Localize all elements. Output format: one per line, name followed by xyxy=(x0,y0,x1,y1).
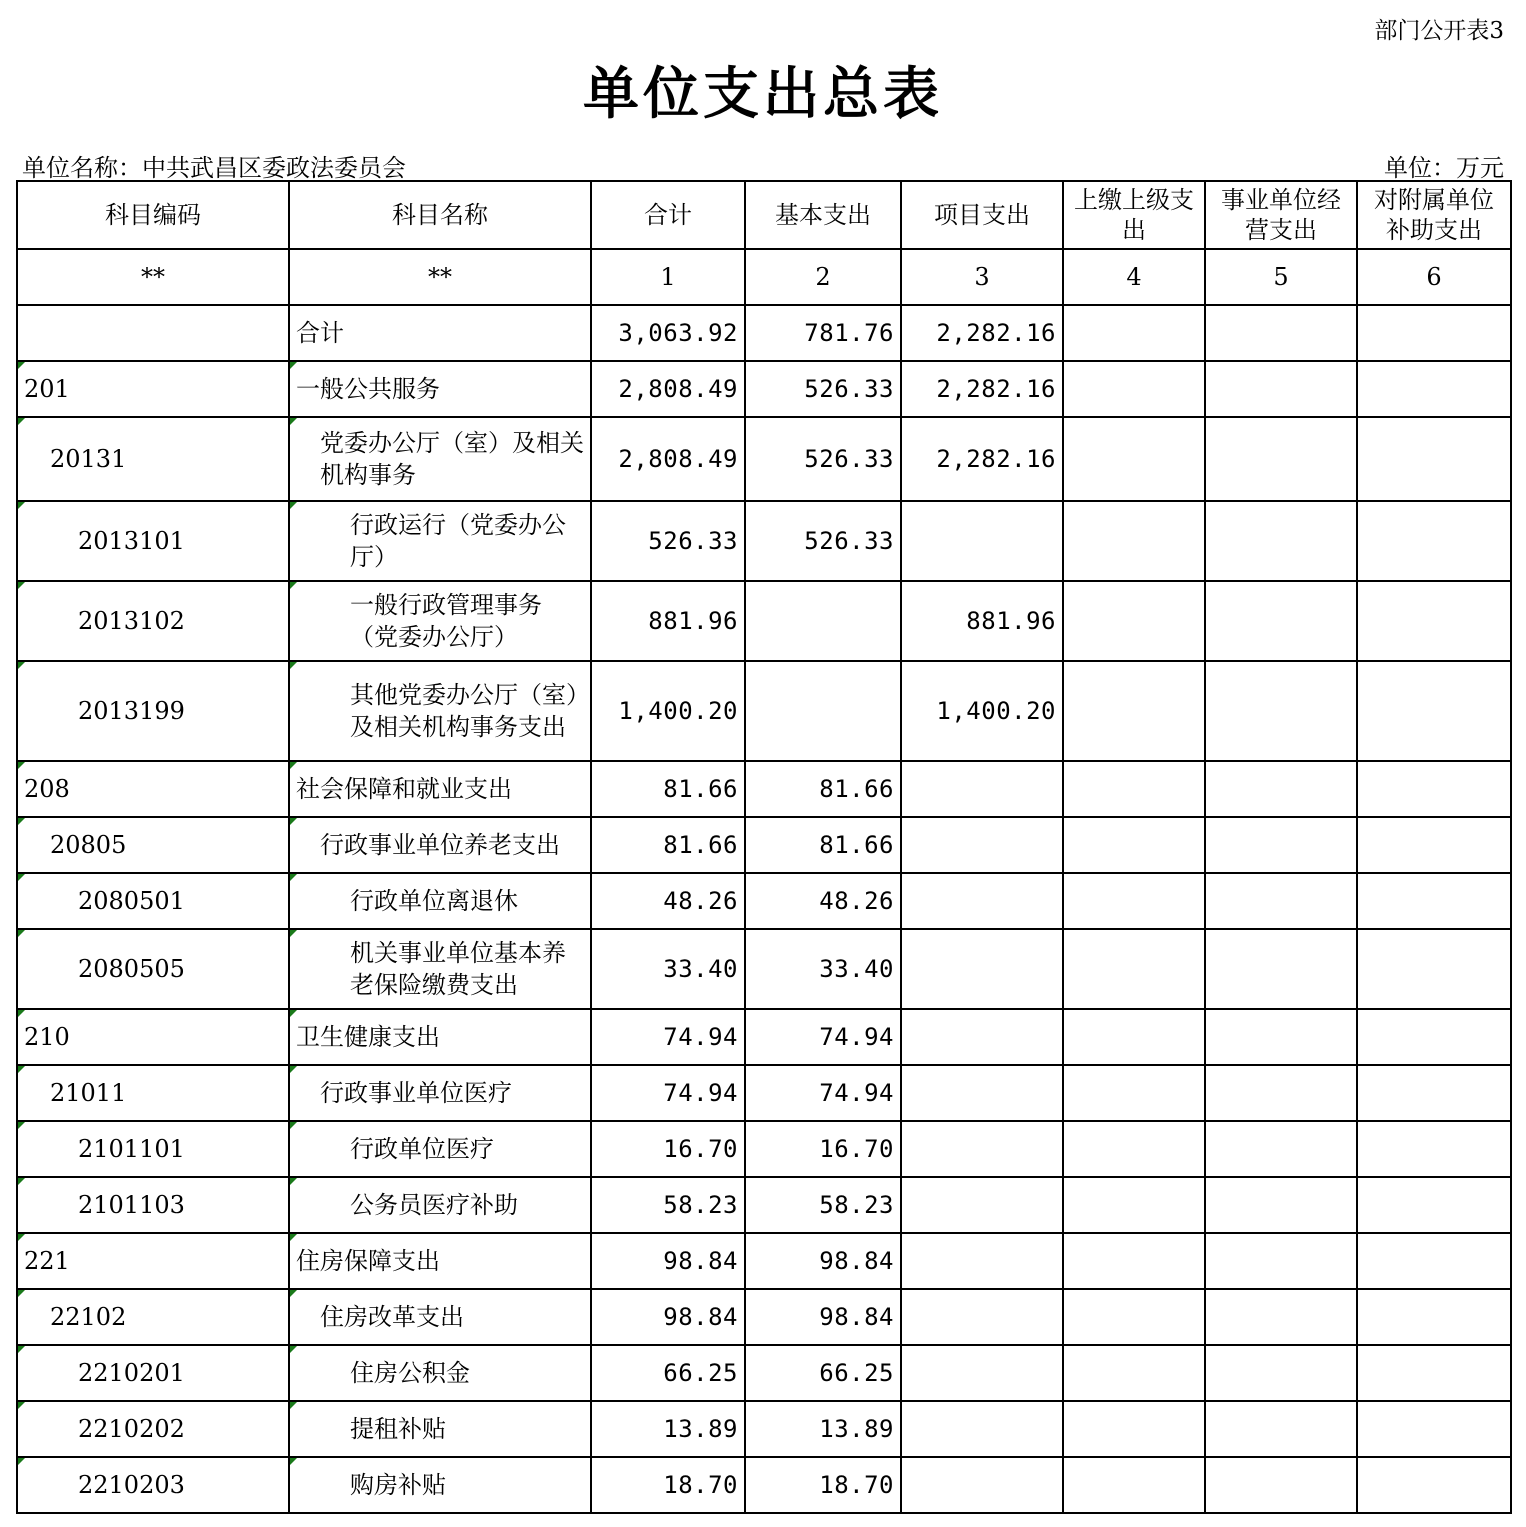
total-cell: 81.66 xyxy=(591,817,745,873)
operating-cell xyxy=(1205,1345,1357,1401)
project-cell: 2,282.16 xyxy=(901,417,1063,501)
index-cell: 3 xyxy=(901,249,1063,305)
basic-cell: 526.33 xyxy=(745,417,901,501)
code-cell: 2210202 xyxy=(17,1401,289,1457)
header-cell: 项目支出 xyxy=(901,181,1063,249)
subsidy-cell xyxy=(1357,1401,1511,1457)
index-cell: 1 xyxy=(591,249,745,305)
index-cell: 2 xyxy=(745,249,901,305)
code-cell: 2210203 xyxy=(17,1457,289,1513)
header-row xyxy=(17,181,1511,249)
total-cell: 18.70 xyxy=(591,1457,745,1513)
index-cell: 4 xyxy=(1063,249,1205,305)
project-cell xyxy=(901,1233,1063,1289)
basic-cell: 74.94 xyxy=(745,1065,901,1121)
code-cell: 208 xyxy=(17,761,289,817)
total-cell: 98.84 xyxy=(591,1233,745,1289)
operating-cell xyxy=(1205,305,1357,361)
basic-cell: 74.94 xyxy=(745,1009,901,1065)
name-cell: 行政事业单位医疗 xyxy=(289,1065,591,1121)
remit-cell xyxy=(1063,1233,1205,1289)
basic-cell: 13.89 xyxy=(745,1401,901,1457)
operating-cell xyxy=(1205,1233,1357,1289)
operating-cell xyxy=(1205,1289,1357,1345)
subsidy-cell xyxy=(1357,929,1511,1009)
name-cell: 行政单位医疗 xyxy=(289,1121,591,1177)
name-cell: 住房保障支出 xyxy=(289,1233,591,1289)
table-row xyxy=(17,1345,1511,1401)
name-cell: 购房补贴 xyxy=(289,1457,591,1513)
total-cell: 526.33 xyxy=(591,501,745,581)
subsidy-cell xyxy=(1357,581,1511,661)
basic-cell: 18.70 xyxy=(745,1457,901,1513)
remit-cell xyxy=(1063,761,1205,817)
subsidy-cell xyxy=(1357,761,1511,817)
table-row xyxy=(17,761,1511,817)
remit-cell xyxy=(1063,305,1205,361)
unit-label: 单位：万元 xyxy=(1384,154,1504,182)
operating-cell xyxy=(1205,581,1357,661)
basic-cell xyxy=(745,581,901,661)
operating-cell xyxy=(1205,417,1357,501)
code-cell: 2101101 xyxy=(17,1121,289,1177)
code-cell: 221 xyxy=(17,1233,289,1289)
table-row xyxy=(17,1065,1511,1121)
operating-cell xyxy=(1205,929,1357,1009)
total-cell: 16.70 xyxy=(591,1121,745,1177)
project-cell: 2,282.16 xyxy=(901,305,1063,361)
name-cell: 卫生健康支出 xyxy=(289,1009,591,1065)
table-row xyxy=(17,417,1511,501)
header-cell: 事业单位经营支出 xyxy=(1205,181,1357,249)
basic-cell: 781.76 xyxy=(745,305,901,361)
name-cell: 机关事业单位基本养老保险缴费支出 xyxy=(289,929,591,1009)
code-cell: 2080505 xyxy=(17,929,289,1009)
operating-cell xyxy=(1205,1457,1357,1513)
code-cell: 210 xyxy=(17,1009,289,1065)
subsidy-cell xyxy=(1357,661,1511,761)
subsidy-cell xyxy=(1357,873,1511,929)
unit-name: 单位名称：中共武昌区委政法委员会 xyxy=(22,154,406,182)
total-cell: 33.40 xyxy=(591,929,745,1009)
header-cell: 合计 xyxy=(591,181,745,249)
subsidy-cell xyxy=(1357,1009,1511,1065)
project-cell xyxy=(901,1177,1063,1233)
total-cell: 3,063.92 xyxy=(591,305,745,361)
remit-cell xyxy=(1063,1065,1205,1121)
basic-cell: 48.26 xyxy=(745,873,901,929)
header-cell: 科目名称 xyxy=(289,181,591,249)
code-cell: 2013199 xyxy=(17,661,289,761)
basic-cell: 81.66 xyxy=(745,761,901,817)
table-row xyxy=(17,817,1511,873)
remit-cell xyxy=(1063,1177,1205,1233)
remit-cell xyxy=(1063,661,1205,761)
project-cell xyxy=(901,1009,1063,1065)
basic-cell: 526.33 xyxy=(745,361,901,417)
total-cell: 81.66 xyxy=(591,761,745,817)
code-cell: 2013102 xyxy=(17,581,289,661)
subsidy-cell xyxy=(1357,361,1511,417)
subsidy-cell xyxy=(1357,417,1511,501)
total-cell: 2,808.49 xyxy=(591,417,745,501)
remit-cell xyxy=(1063,873,1205,929)
operating-cell xyxy=(1205,501,1357,581)
code-cell: 2210201 xyxy=(17,1345,289,1401)
name-cell: 行政单位离退休 xyxy=(289,873,591,929)
name-cell: 住房公积金 xyxy=(289,1345,591,1401)
total-cell: 74.94 xyxy=(591,1009,745,1065)
subsidy-cell xyxy=(1357,1345,1511,1401)
table-row xyxy=(17,581,1511,661)
basic-cell: 98.84 xyxy=(745,1289,901,1345)
total-cell: 58.23 xyxy=(591,1177,745,1233)
project-cell xyxy=(901,1345,1063,1401)
subsidy-cell xyxy=(1357,817,1511,873)
code-cell: 20805 xyxy=(17,817,289,873)
subsidy-cell xyxy=(1357,501,1511,581)
total-cell: 66.25 xyxy=(591,1345,745,1401)
operating-cell xyxy=(1205,1177,1357,1233)
project-cell xyxy=(901,1121,1063,1177)
project-cell xyxy=(901,1065,1063,1121)
remit-cell xyxy=(1063,1121,1205,1177)
total-cell: 1,400.20 xyxy=(591,661,745,761)
name-cell: 社会保障和就业支出 xyxy=(289,761,591,817)
header-cell: 科目编码 xyxy=(17,181,289,249)
remit-cell xyxy=(1063,417,1205,501)
table-row xyxy=(17,873,1511,929)
table-row xyxy=(17,305,1511,361)
table-row xyxy=(17,1009,1511,1065)
project-cell: 2,282.16 xyxy=(901,361,1063,417)
remit-cell xyxy=(1063,361,1205,417)
project-cell xyxy=(901,1457,1063,1513)
operating-cell xyxy=(1205,1121,1357,1177)
index-cell: ** xyxy=(289,249,591,305)
project-cell xyxy=(901,873,1063,929)
total-cell: 2,808.49 xyxy=(591,361,745,417)
remit-cell xyxy=(1063,501,1205,581)
subsidy-cell xyxy=(1357,305,1511,361)
name-cell: 行政事业单位养老支出 xyxy=(289,817,591,873)
code-cell: 201 xyxy=(17,361,289,417)
project-cell: 881.96 xyxy=(901,581,1063,661)
name-cell: 一般公共服务 xyxy=(289,361,591,417)
basic-cell: 58.23 xyxy=(745,1177,901,1233)
subsidy-cell xyxy=(1357,1457,1511,1513)
remit-cell xyxy=(1063,1009,1205,1065)
code-cell: 2013101 xyxy=(17,501,289,581)
basic-cell: 33.40 xyxy=(745,929,901,1009)
subsidy-cell xyxy=(1357,1177,1511,1233)
table-row xyxy=(17,661,1511,761)
operating-cell xyxy=(1205,1009,1357,1065)
table-row xyxy=(17,1457,1511,1513)
remit-cell xyxy=(1063,1401,1205,1457)
expenditure-table xyxy=(16,180,1512,1514)
name-cell: 住房改革支出 xyxy=(289,1289,591,1345)
name-cell: 行政运行（党委办公厅） xyxy=(289,501,591,581)
table-row xyxy=(17,361,1511,417)
code-cell: 2080501 xyxy=(17,873,289,929)
table-row xyxy=(17,1233,1511,1289)
remit-cell xyxy=(1063,1289,1205,1345)
code-cell: 21011 xyxy=(17,1065,289,1121)
index-cell: 5 xyxy=(1205,249,1357,305)
table-row xyxy=(17,1121,1511,1177)
table-row xyxy=(17,501,1511,581)
operating-cell xyxy=(1205,817,1357,873)
name-cell: 提租补贴 xyxy=(289,1401,591,1457)
basic-cell xyxy=(745,661,901,761)
remit-cell xyxy=(1063,1457,1205,1513)
subsidy-cell xyxy=(1357,1289,1511,1345)
document-code: 部门公开表3 xyxy=(1374,18,1504,44)
operating-cell xyxy=(1205,361,1357,417)
project-cell xyxy=(901,929,1063,1009)
project-cell xyxy=(901,1401,1063,1457)
project-cell xyxy=(901,1289,1063,1345)
subsidy-cell xyxy=(1357,1065,1511,1121)
name-cell: 党委办公厅（室）及相关机构事务 xyxy=(289,417,591,501)
table-row xyxy=(17,1401,1511,1457)
name-cell: 合计 xyxy=(289,305,591,361)
index-row xyxy=(17,249,1511,305)
remit-cell xyxy=(1063,1345,1205,1401)
project-cell: 1,400.20 xyxy=(901,661,1063,761)
header-cell: 对附属单位补助支出 xyxy=(1357,181,1511,249)
header-cell: 上缴上级支出 xyxy=(1063,181,1205,249)
basic-cell: 98.84 xyxy=(745,1233,901,1289)
subsidy-cell xyxy=(1357,1233,1511,1289)
project-cell xyxy=(901,817,1063,873)
remit-cell xyxy=(1063,929,1205,1009)
header-cell: 基本支出 xyxy=(745,181,901,249)
basic-cell: 16.70 xyxy=(745,1121,901,1177)
code-cell xyxy=(17,305,289,361)
index-cell: ** xyxy=(17,249,289,305)
basic-cell: 81.66 xyxy=(745,817,901,873)
table-row xyxy=(17,1289,1511,1345)
operating-cell xyxy=(1205,761,1357,817)
name-cell: 一般行政管理事务（党委办公厅） xyxy=(289,581,591,661)
total-cell: 881.96 xyxy=(591,581,745,661)
basic-cell: 526.33 xyxy=(745,501,901,581)
remit-cell xyxy=(1063,817,1205,873)
table-body xyxy=(17,305,1511,1513)
operating-cell xyxy=(1205,661,1357,761)
page-title: 单位支出总表 xyxy=(583,61,943,127)
subsidy-cell xyxy=(1357,1121,1511,1177)
operating-cell xyxy=(1205,1401,1357,1457)
total-cell: 98.84 xyxy=(591,1289,745,1345)
remit-cell xyxy=(1063,581,1205,661)
operating-cell xyxy=(1205,873,1357,929)
name-cell: 其他党委办公厅（室）及相关机构事务支出 xyxy=(289,661,591,761)
operating-cell xyxy=(1205,1065,1357,1121)
project-cell xyxy=(901,501,1063,581)
code-cell: 22102 xyxy=(17,1289,289,1345)
basic-cell: 66.25 xyxy=(745,1345,901,1401)
code-cell: 2101103 xyxy=(17,1177,289,1233)
table-row xyxy=(17,1177,1511,1233)
table-row xyxy=(17,929,1511,1009)
total-cell: 48.26 xyxy=(591,873,745,929)
total-cell: 74.94 xyxy=(591,1065,745,1121)
code-cell: 20131 xyxy=(17,417,289,501)
total-cell: 13.89 xyxy=(591,1401,745,1457)
project-cell xyxy=(901,761,1063,817)
name-cell: 公务员医疗补助 xyxy=(289,1177,591,1233)
index-cell: 6 xyxy=(1357,249,1511,305)
